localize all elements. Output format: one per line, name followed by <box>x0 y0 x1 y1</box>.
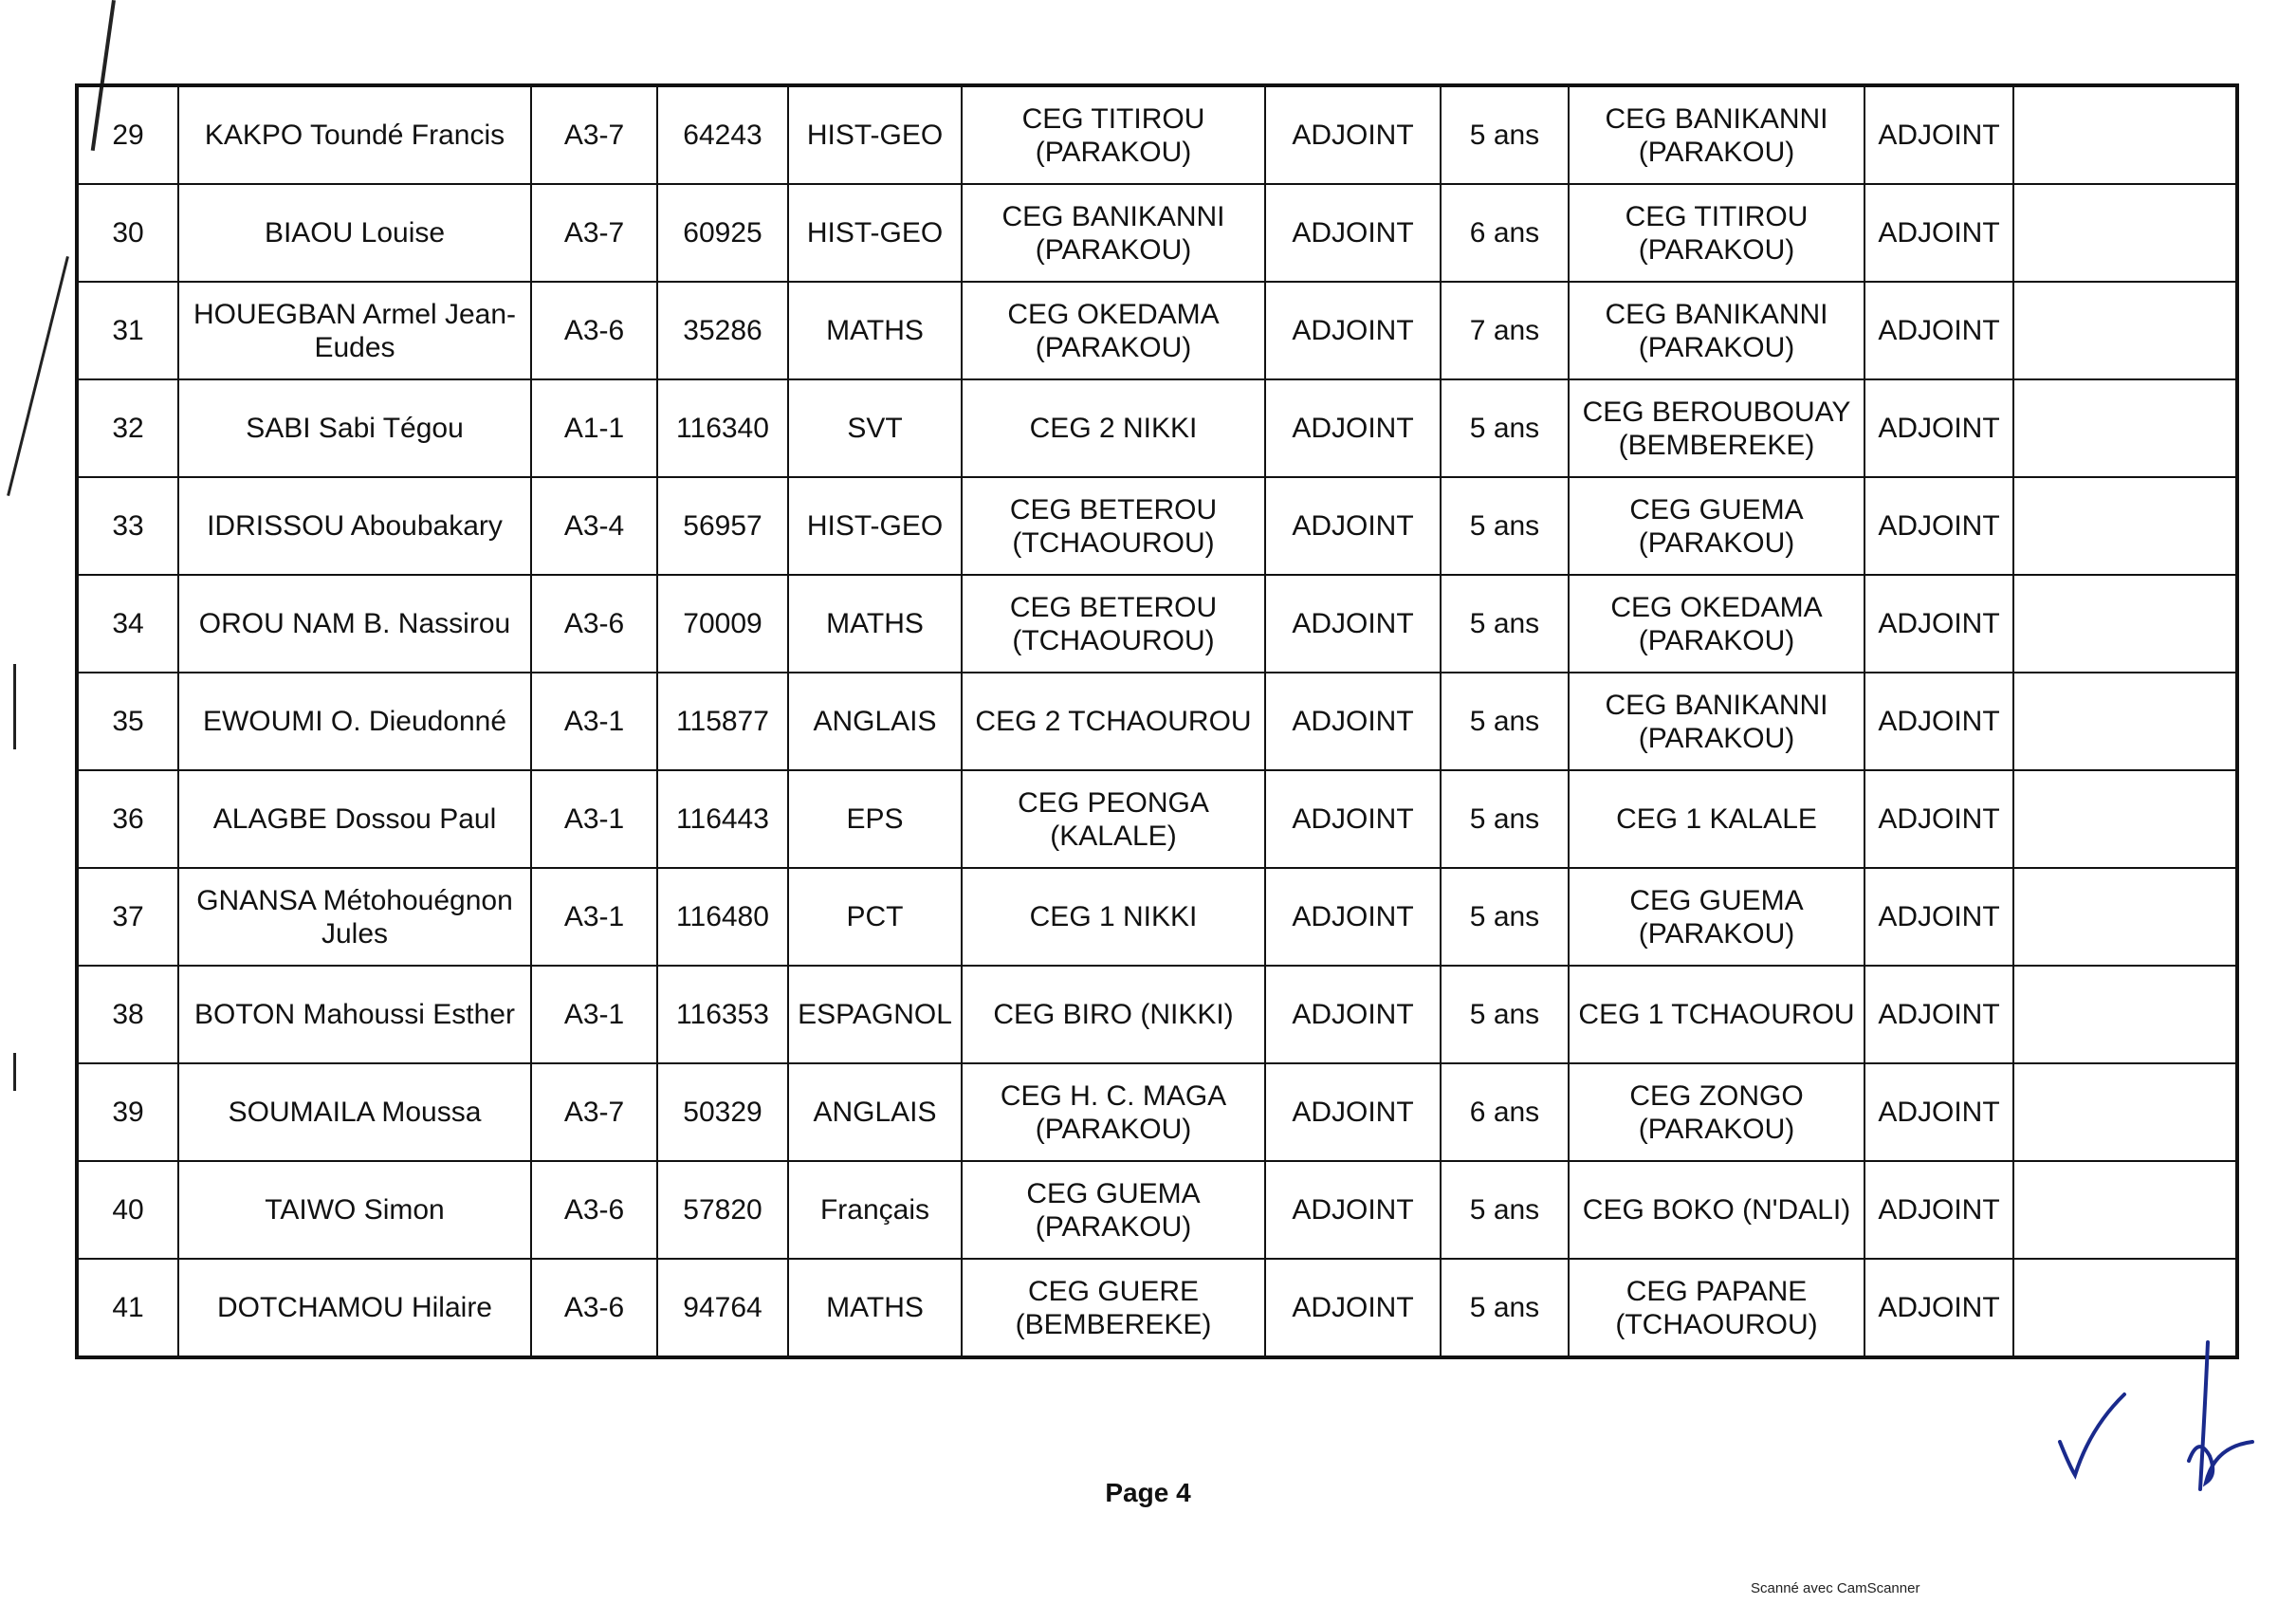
destination-function: ADJOINT <box>1864 282 2013 379</box>
destination-function: ADJOINT <box>1864 85 2013 184</box>
discipline-cell: MATHS <box>788 575 962 673</box>
grade-cell: A3-6 <box>531 1161 657 1259</box>
signature <box>2048 1323 2267 1494</box>
seniority-cell: 6 ans <box>1441 184 1569 282</box>
discipline-cell: HIST-GEO <box>788 477 962 575</box>
origin-function: ADJOINT <box>1265 1161 1441 1259</box>
destination-function: ADJOINT <box>1864 966 2013 1063</box>
destination-function: ADJOINT <box>1864 379 2013 477</box>
row-number: 31 <box>77 282 178 379</box>
observation-cell <box>2013 770 2237 868</box>
matricule-cell: 116353 <box>657 966 788 1063</box>
discipline-cell: MATHS <box>788 1259 962 1357</box>
matricule-cell: 116480 <box>657 868 788 966</box>
destination-school: CEG PAPANE (TCHAOUROU) <box>1569 1259 1864 1357</box>
table-row <box>77 575 2237 673</box>
grade-cell: A3-6 <box>531 575 657 673</box>
row-number: 38 <box>77 966 178 1063</box>
destination-school: CEG BOKO (N'DALI) <box>1569 1161 1864 1259</box>
matricule-cell: 35286 <box>657 282 788 379</box>
observation-cell <box>2013 575 2237 673</box>
row-number: 33 <box>77 477 178 575</box>
grade-cell: A3-1 <box>531 770 657 868</box>
destination-function: ADJOINT <box>1864 868 2013 966</box>
teacher-name: GNANSA Métohouégnon Jules <box>178 868 531 966</box>
matricule-cell: 60925 <box>657 184 788 282</box>
grade-cell: A3-7 <box>531 85 657 184</box>
teacher-name: DOTCHAMOU Hilaire <box>178 1259 531 1357</box>
grade-cell: A3-6 <box>531 1259 657 1357</box>
teacher-name: SABI Sabi Tégou <box>178 379 531 477</box>
origin-function: ADJOINT <box>1265 379 1441 477</box>
seniority-cell: 5 ans <box>1441 868 1569 966</box>
origin-function: ADJOINT <box>1265 770 1441 868</box>
discipline-cell: SVT <box>788 379 962 477</box>
teacher-name: EWOUMI O. Dieudonné <box>178 673 531 770</box>
teacher-name: SOUMAILA Moussa <box>178 1063 531 1161</box>
teacher-name: BIAOU Louise <box>178 184 531 282</box>
row-number: 41 <box>77 1259 178 1357</box>
row-number: 29 <box>77 85 178 184</box>
matricule-cell: 56957 <box>657 477 788 575</box>
destination-school: CEG OKEDAMA (PARAKOU) <box>1569 575 1864 673</box>
observation-cell <box>2013 85 2237 184</box>
table-row <box>77 673 2237 770</box>
teacher-name: HOUEGBAN Armel Jean-Eudes <box>178 282 531 379</box>
row-number: 34 <box>77 575 178 673</box>
observation-cell <box>2013 966 2237 1063</box>
destination-school: CEG GUEMA (PARAKOU) <box>1569 868 1864 966</box>
table-row <box>77 966 2237 1063</box>
origin-function: ADJOINT <box>1265 575 1441 673</box>
seniority-cell: 6 ans <box>1441 1063 1569 1161</box>
row-number: 30 <box>77 184 178 282</box>
observation-cell <box>2013 868 2237 966</box>
table-row <box>77 1259 2237 1357</box>
origin-function: ADJOINT <box>1265 673 1441 770</box>
destination-function: ADJOINT <box>1864 184 2013 282</box>
scan-edge-mark <box>13 1053 16 1091</box>
grade-cell: A3-1 <box>531 966 657 1063</box>
origin-school: CEG 1 NIKKI <box>962 868 1265 966</box>
page-number: Page 4 <box>1105 1478 1191 1507</box>
seniority-cell: 5 ans <box>1441 673 1569 770</box>
origin-school: CEG H. C. MAGA (PARAKOU) <box>962 1063 1265 1161</box>
teacher-name: KAKPO Toundé Francis <box>178 85 531 184</box>
teacher-name: TAIWO Simon <box>178 1161 531 1259</box>
matricule-cell: 116443 <box>657 770 788 868</box>
destination-school: CEG BANIKANNI (PARAKOU) <box>1569 85 1864 184</box>
grade-cell: A1-1 <box>531 379 657 477</box>
destination-school: CEG BANIKANNI (PARAKOU) <box>1569 673 1864 770</box>
origin-school: CEG BIRO (NIKKI) <box>962 966 1265 1063</box>
table-row <box>77 282 2237 379</box>
grade-cell: A3-7 <box>531 1063 657 1161</box>
teacher-name: IDRISSOU Aboubakary <box>178 477 531 575</box>
table-row <box>77 868 2237 966</box>
seniority-cell: 5 ans <box>1441 770 1569 868</box>
row-number: 32 <box>77 379 178 477</box>
seniority-cell: 5 ans <box>1441 477 1569 575</box>
teacher-name: ALAGBE Dossou Paul <box>178 770 531 868</box>
origin-school: CEG OKEDAMA (PARAKOU) <box>962 282 1265 379</box>
origin-function: ADJOINT <box>1265 1063 1441 1161</box>
destination-school: CEG GUEMA (PARAKOU) <box>1569 477 1864 575</box>
matricule-cell: 94764 <box>657 1259 788 1357</box>
scan-edge-mark <box>13 664 16 749</box>
discipline-cell: HIST-GEO <box>788 85 962 184</box>
matricule-cell: 115877 <box>657 673 788 770</box>
matricule-cell: 70009 <box>657 575 788 673</box>
destination-school: CEG TITIROU (PARAKOU) <box>1569 184 1864 282</box>
destination-function: ADJOINT <box>1864 1161 2013 1259</box>
row-number: 39 <box>77 1063 178 1161</box>
discipline-cell: HIST-GEO <box>788 184 962 282</box>
discipline-cell: Français <box>788 1161 962 1259</box>
row-number: 35 <box>77 673 178 770</box>
table-row <box>77 770 2237 868</box>
seniority-cell: 5 ans <box>1441 966 1569 1063</box>
destination-school: CEG BEROUBOUAY (BEMBEREKE) <box>1569 379 1864 477</box>
discipline-cell: PCT <box>788 868 962 966</box>
grade-cell: A3-1 <box>531 868 657 966</box>
origin-school: CEG GUEMA (PARAKOU) <box>962 1161 1265 1259</box>
grade-cell: A3-6 <box>531 282 657 379</box>
discipline-cell: ANGLAIS <box>788 1063 962 1161</box>
teacher-name: BOTON Mahoussi Esther <box>178 966 531 1063</box>
origin-school: CEG 2 TCHAOUROU <box>962 673 1265 770</box>
origin-school: CEG GUERE (BEMBEREKE) <box>962 1259 1265 1357</box>
destination-function: ADJOINT <box>1864 1259 2013 1357</box>
discipline-cell: ANGLAIS <box>788 673 962 770</box>
origin-school: CEG PEONGA (KALALE) <box>962 770 1265 868</box>
seniority-cell: 5 ans <box>1441 1161 1569 1259</box>
table-row <box>77 184 2237 282</box>
origin-school: CEG BETEROU (TCHAOUROU) <box>962 477 1265 575</box>
destination-school: CEG ZONGO (PARAKOU) <box>1569 1063 1864 1161</box>
observation-cell <box>2013 184 2237 282</box>
observation-cell <box>2013 379 2237 477</box>
origin-function: ADJOINT <box>1265 966 1441 1063</box>
origin-school: CEG BETEROU (TCHAOUROU) <box>962 575 1265 673</box>
origin-function: ADJOINT <box>1265 477 1441 575</box>
observation-cell <box>2013 1063 2237 1161</box>
grade-cell: A3-7 <box>531 184 657 282</box>
destination-function: ADJOINT <box>1864 477 2013 575</box>
destination-school: CEG 1 KALALE <box>1569 770 1864 868</box>
table-row <box>77 1063 2237 1161</box>
origin-function: ADJOINT <box>1265 282 1441 379</box>
seniority-cell: 5 ans <box>1441 575 1569 673</box>
destination-function: ADJOINT <box>1864 673 2013 770</box>
origin-school: CEG TITIROU (PARAKOU) <box>962 85 1265 184</box>
observation-cell <box>2013 282 2237 379</box>
transfer-table <box>75 83 2239 1359</box>
destination-function: ADJOINT <box>1864 575 2013 673</box>
seniority-cell: 7 ans <box>1441 282 1569 379</box>
matricule-cell: 57820 <box>657 1161 788 1259</box>
origin-school: CEG 2 NIKKI <box>962 379 1265 477</box>
origin-function: ADJOINT <box>1265 184 1441 282</box>
observation-cell <box>2013 673 2237 770</box>
grade-cell: A3-1 <box>531 673 657 770</box>
row-number: 36 <box>77 770 178 868</box>
matricule-cell: 116340 <box>657 379 788 477</box>
destination-function: ADJOINT <box>1864 1063 2013 1161</box>
table-row <box>77 379 2237 477</box>
teacher-name: OROU NAM B. Nassirou <box>178 575 531 673</box>
row-number: 40 <box>77 1161 178 1259</box>
origin-function: ADJOINT <box>1265 1259 1441 1357</box>
seniority-cell: 5 ans <box>1441 85 1569 184</box>
scanner-watermark: Scanné avec CamScanner <box>1751 1580 1920 1596</box>
row-number: 37 <box>77 868 178 966</box>
origin-school: CEG BANIKANNI (PARAKOU) <box>962 184 1265 282</box>
destination-school: CEG BANIKANNI (PARAKOU) <box>1569 282 1864 379</box>
observation-cell <box>2013 1161 2237 1259</box>
discipline-cell: MATHS <box>788 282 962 379</box>
grade-cell: A3-4 <box>531 477 657 575</box>
matricule-cell: 50329 <box>657 1063 788 1161</box>
discipline-cell: EPS <box>788 770 962 868</box>
seniority-cell: 5 ans <box>1441 1259 1569 1357</box>
scan-edge-line <box>7 256 69 496</box>
destination-function: ADJOINT <box>1864 770 2013 868</box>
destination-school: CEG 1 TCHAOUROU <box>1569 966 1864 1063</box>
table-row <box>77 1161 2237 1259</box>
seniority-cell: 5 ans <box>1441 379 1569 477</box>
origin-function: ADJOINT <box>1265 85 1441 184</box>
observation-cell <box>2013 477 2237 575</box>
table-row <box>77 85 2237 184</box>
table-row <box>77 477 2237 575</box>
discipline-cell: ESPAGNOL <box>788 966 962 1063</box>
matricule-cell: 64243 <box>657 85 788 184</box>
origin-function: ADJOINT <box>1265 868 1441 966</box>
